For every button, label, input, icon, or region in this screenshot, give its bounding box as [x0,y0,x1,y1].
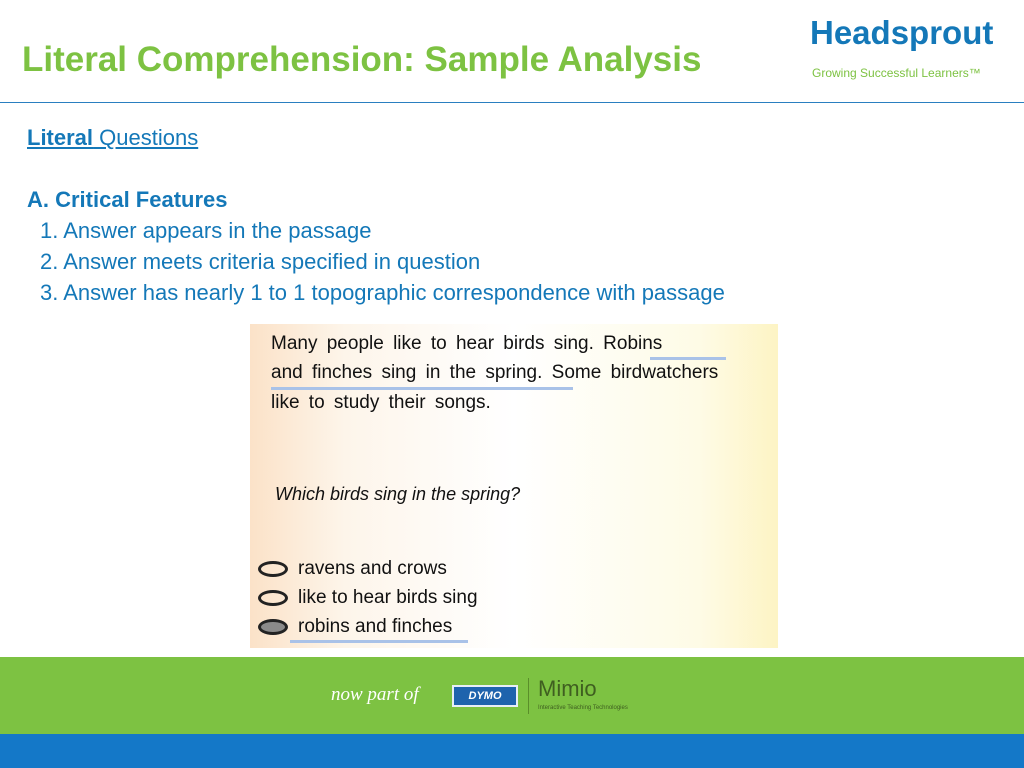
answer-underline [290,640,468,643]
feature-item: 2. Answer meets criteria specified in question [40,249,481,274]
dymo-logo: DYMO [452,685,518,707]
subheading-rest: Questions [93,125,199,150]
radio-bubble-icon[interactable] [258,561,288,577]
answer-underline [650,357,726,360]
header-divider [0,102,1024,103]
answer-option[interactable] [258,587,478,609]
passage-screenshot [250,324,778,648]
subheading [27,122,725,153]
mimio-tagline: Interactive Teaching Technologies [538,705,628,711]
logo-separator [528,678,529,714]
feature-item: 3. Answer has nearly 1 to 1 topographic correspondence with passage [40,280,725,305]
answer-option[interactable] [258,558,447,580]
logo-tagline: Growing Successful Learners™ [812,66,981,80]
radio-bubble-filled-icon[interactable] [258,619,288,635]
headsprout-logo [810,14,1010,80]
slide-body [27,122,725,308]
option-label: robins and finches [298,616,453,637]
question-text: Which birds sing in the spring? [275,484,521,504]
answer-option-selected[interactable] [258,616,452,638]
feature-item: 1. Answer appears in the passage [40,218,372,243]
radio-bubble-icon[interactable] [258,590,288,606]
answer-underline [271,387,573,390]
now-part-of-text: now part of [331,684,419,705]
footer-bar [0,734,1024,768]
option-label: like to hear birds sing [298,587,478,608]
option-label: ravens and crows [298,558,447,579]
passage-line: like to study their songs. [271,392,491,413]
passage-line: Many people like to hear birds sing. Robins [271,333,663,354]
mimio-logo: Mimio [538,676,597,701]
passage-line: and finches sing in the spring. Some birdwatchers [271,362,719,383]
page-title: Literal Comprehension: Sample Analysis [22,40,702,79]
subheading-bold: Literal [27,125,94,150]
section-title: A. Critical Features [27,187,228,212]
logo-wordmark: Headsprout [810,14,994,51]
